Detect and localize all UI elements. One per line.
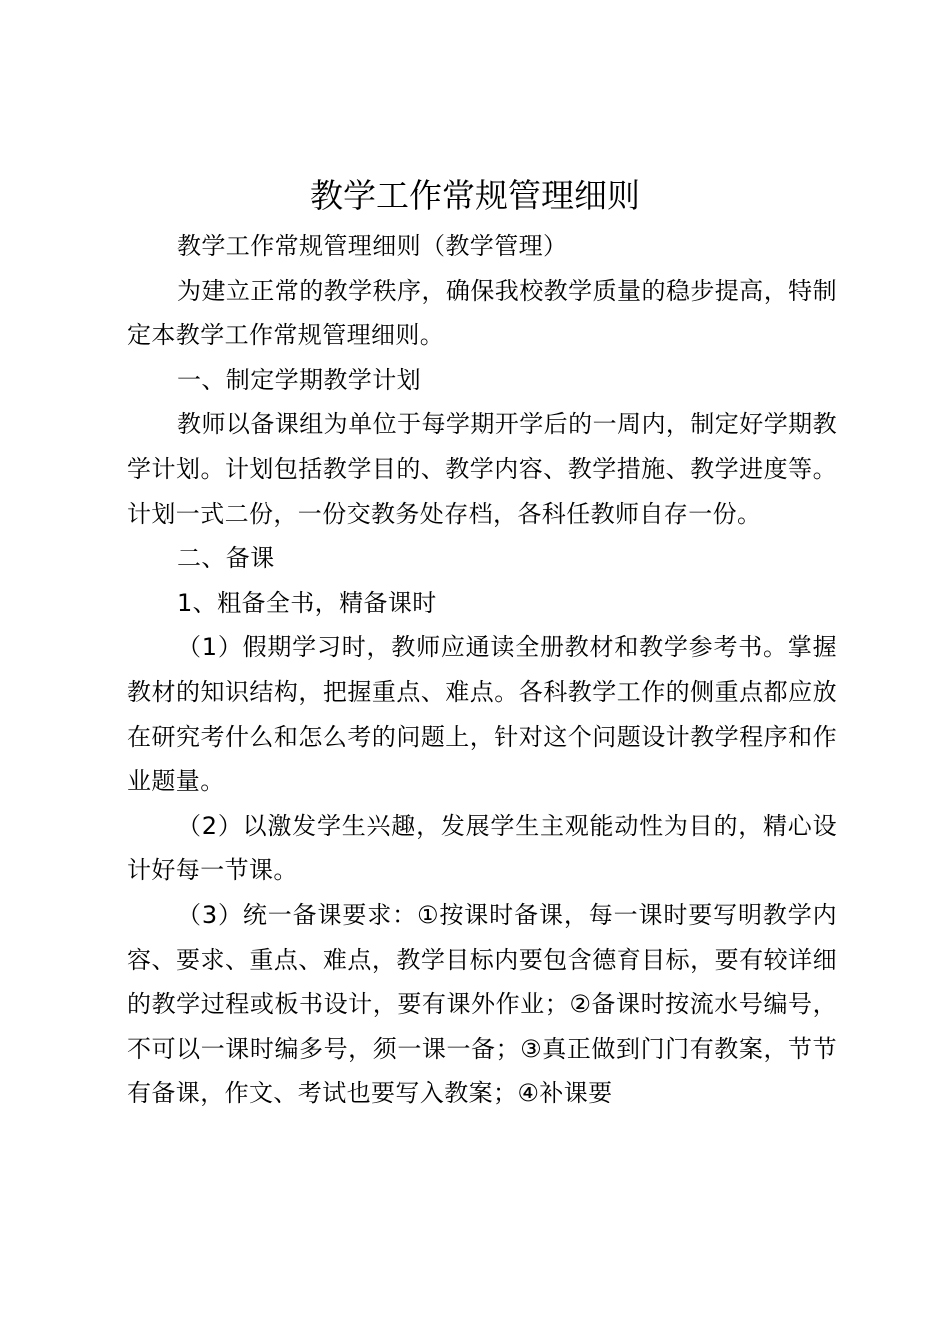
document-body — [127, 224, 837, 1116]
paragraph-item-3: （3）统一备课要求：①按课时备课，每一课时要写明教学内容、要求、重点、难点，教学目标内要包含德育目标，要有较详细的教学过程或板书设计，要有课外作业；②备课时按流水号编号，不可以一课时编多号，须一课一备；③真正做到门门有教案，节节有备课，作文、考试也要写入教案；④补课要 — [127, 900, 837, 1108]
paragraph-item-2: （2）以激发学生兴趣，发展学生主观能动性为目的，精心设计好每一节课。 — [127, 811, 837, 885]
subsection-heading-1: 1、粗备全书，精备课时 — [177, 588, 437, 617]
paragraph-item-1: （1）假期学习时，教师应通读全册教材和教学参考书。掌握教材的知识结构，把握重点、难点。各科教学工作的侧重点都应放在研究考什么和怎么考的问题上，针对这个问题设计教学程序和作业题量。 — [127, 633, 837, 796]
section-heading-1: 一、制定学期教学计划 — [177, 365, 421, 394]
document-title: 教学工作常规管理细则 — [310, 176, 640, 215]
paragraph-plan: 教师以备课组为单位于每学期开学后的一周内，制定好学期教学计划。计划包括教学目的、教学内容、教学措施、教学进度等。计划一式二份，一份交教务处存档，各科任教师自存一份。 — [127, 410, 837, 528]
section-heading-2: 二、备课 — [177, 544, 275, 573]
paragraph-subtitle: 教学工作常规管理细则（教学管理） — [177, 232, 568, 260]
paragraph-purpose: 为建立正常的教学秩序，确保我校教学质量的稳步提高，特制定本教学工作常规管理细则。 — [127, 276, 837, 350]
